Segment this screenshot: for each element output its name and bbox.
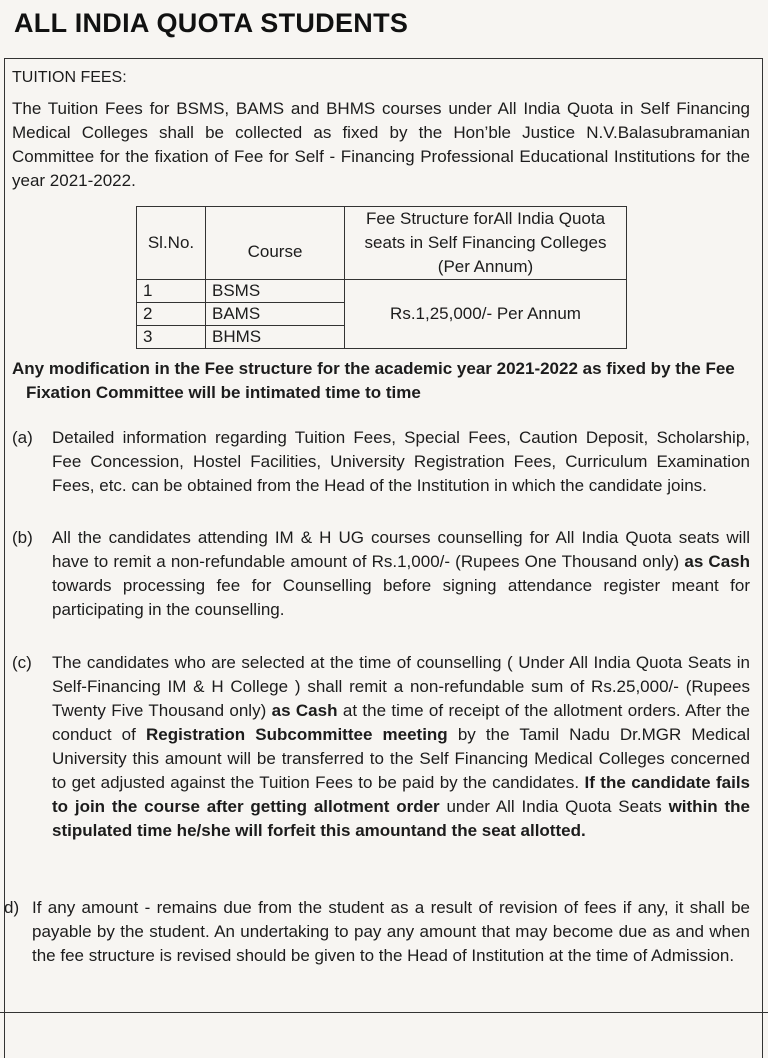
bottom-rule: [0, 1012, 768, 1025]
header-fee-structure: Fee Structure forAll India Quota seats in Self Financing Colleges (Per Annum): [345, 207, 627, 280]
table-row: [137, 280, 627, 303]
modification-text: Any modification in the Fee structure for the academic year 2021-2022 as fixed by the Fee Fixation Committee will be intimated time to time: [12, 359, 735, 402]
bold-run: Registration Subcommittee meeting: [145, 725, 448, 744]
row-course: BSMS: [206, 280, 345, 303]
item-label: (a): [12, 428, 33, 447]
item-text: Detailed information regarding Tuition Fees, Special Fees, Caution Deposit, Scholarship, Fee Concession, Hostel Facilities, University Registration Fees, Curriculum Examination Fees, etc. can be obtained from the Head of the Institution in which the candidate joins.: [52, 428, 750, 495]
text-run: towards processing fee for Counselling before signing attendance register meant for participating in the counselling.: [52, 576, 750, 619]
row-slno: 3: [137, 326, 206, 349]
text-run: at the time of receipt of the allotment orders. After the conduct of: [52, 701, 750, 744]
intro-paragraph: The Tuition Fees for BSMS, BAMS and BHMS courses under All India Quota in Self Financing Medical Colleges shall be collected as fixed by the Hon’ble Justice N.V.Balasubramanian Committee for the fixation of Fee for Self - Financing Professional Educational Institutions for the year 2021-2022.: [12, 99, 750, 190]
header-slno: Sl.No.: [137, 207, 206, 280]
text-run: The candidates who are selected at the time of counselling ( Under All India Quota Seats in Self-Financing IM & H College ) shall remit a non-refundable sum of Rs.25,000/- (Rupees Twenty Five Thousand only): [52, 653, 750, 720]
fee-amount: Rs.1,25,000/- Per Annum: [345, 280, 627, 349]
fee-table: [136, 206, 627, 349]
bold-run: as Cash: [684, 552, 750, 571]
list-item: [12, 426, 750, 498]
row-slno: 1: [137, 280, 206, 303]
bold-run: within the stipulated time he/she will forfeit this amountand the seat allotted.: [52, 797, 750, 840]
modification-note: [12, 357, 750, 405]
section-label: TUITION FEES:: [12, 69, 127, 86]
item-text: [52, 651, 750, 843]
item-label: (c): [12, 653, 32, 672]
header-course: Course: [206, 207, 345, 280]
item-text: [52, 526, 750, 622]
list-item: [12, 526, 750, 622]
text-run: All the candidates attending IM & H UG courses counselling for All India Quota seats will have to remit a non-refundable amount of Rs.1,000/- (Rupees One Thousand only): [52, 528, 750, 571]
row-slno: 2: [137, 303, 206, 326]
text-run: by the Tamil Nadu Dr.MGR Medical University this amount will be transferred to the Self Financing Medical Colleges concerned to get adjusted against the Tuition Fees to be paid by the candidates.: [52, 725, 750, 792]
bold-run: If the candidate fails to join the course after getting allotment order: [52, 773, 750, 816]
text-run: under All India Quota Seats: [446, 797, 662, 816]
page-title: ALL INDIA QUOTA STUDENTS: [14, 8, 409, 38]
item-label: (b): [12, 528, 33, 547]
row-course: BAMS: [206, 303, 345, 326]
row-course: BHMS: [206, 326, 345, 349]
fee-table-header: [137, 207, 627, 280]
list-item: [12, 651, 750, 843]
bold-run: as Cash: [271, 701, 338, 720]
item-label: d): [4, 898, 20, 917]
list-item: [4, 896, 750, 968]
item-text: If any amount - remains due from the student as a result of revision of fees if any, it shall be payable by the student. An undertaking to pay any amount that may become due as and when the fee structure is revised should be given to the Head of Institution at the time of Admission.: [32, 898, 750, 965]
